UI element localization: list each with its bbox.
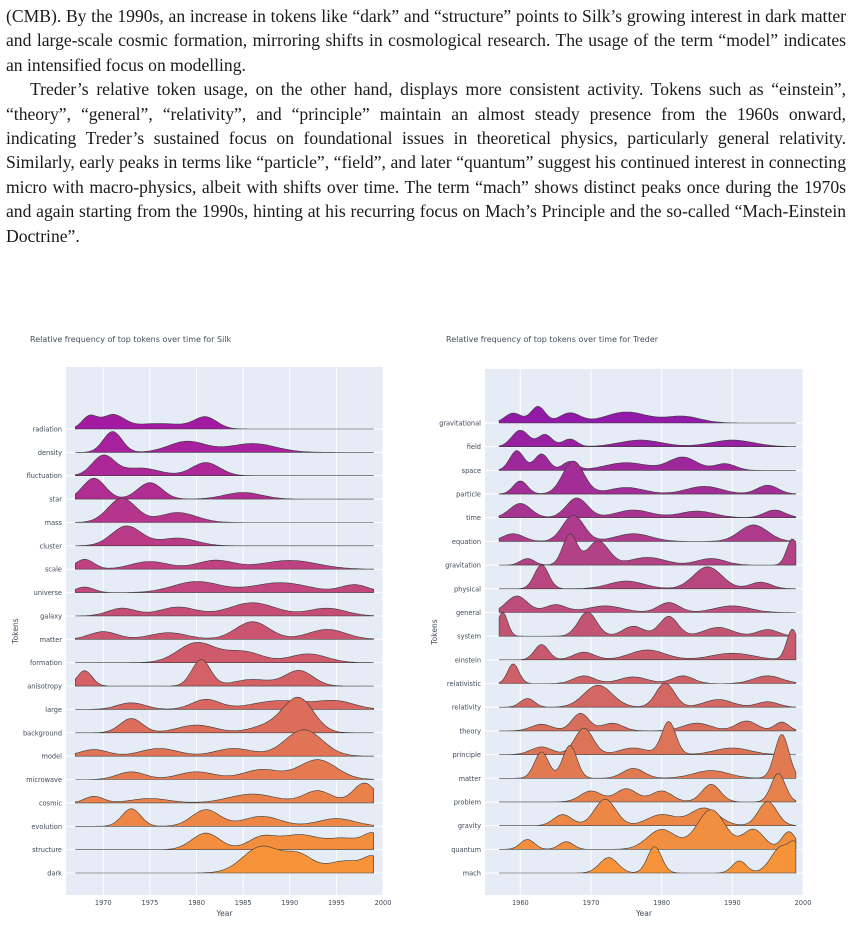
y-tick-label: star xyxy=(49,495,62,504)
y-tick-label: mass xyxy=(44,518,62,527)
y-tick-label: cosmic xyxy=(39,799,62,808)
y-tick-label: microwave xyxy=(26,776,62,785)
y-tick-label: density xyxy=(37,448,62,457)
paragraph-2: Treder’s relative token usage, on the other hand, displays more consistent activity. Tokens such as “einstein”, “theory”, “general”, “relativity”, and “principle” maintain an almost steady presence from the 1960s onward, indicating Treder’s sustained focus on foundational issues in theoretical physics, particularly general relativity. Similarly, early peaks in terms like “particle”, “field”, and later “quantum” suggest his continued interest in connecting micro with macro-physics, albeit with shifts over time. The term “mach” shows distinct peaks once during the 1970s and again starting from the 1990s, hinting at his recurring focus on Mach’s Principle and the so-called “Mach-Einstein Doctrine”. xyxy=(6,79,846,246)
x-tick-label: 1990 xyxy=(281,899,299,907)
y-tick-label: time xyxy=(466,514,481,523)
silk-ridgeline-chart xyxy=(0,345,430,929)
x-tick-label: 1995 xyxy=(327,899,345,907)
y-tick-label: relativistic xyxy=(446,680,481,689)
y-axis-title: Tokens xyxy=(11,618,20,644)
x-axis-title: Year xyxy=(636,909,652,918)
x-tick-label: 1980 xyxy=(188,899,205,907)
x-tick-label: 1970 xyxy=(582,899,600,907)
x-tick-label: 2000 xyxy=(374,899,392,907)
y-tick-label: matter xyxy=(39,635,62,644)
y-tick-label: fluctuation xyxy=(26,472,62,481)
y-tick-label: problem xyxy=(453,798,481,807)
y-tick-label: large xyxy=(45,705,62,714)
y-tick-label: einstein xyxy=(454,656,481,665)
y-tick-label: particle xyxy=(456,490,481,499)
x-tick-label: 1985 xyxy=(234,899,252,907)
x-axis-title: Year xyxy=(216,909,233,918)
y-tick-label: formation xyxy=(29,659,62,668)
y-tick-label: principle xyxy=(452,751,481,760)
y-tick-label: gravity xyxy=(457,822,481,831)
x-tick-label: 1980 xyxy=(653,899,671,907)
y-tick-label: field xyxy=(466,443,481,452)
y-tick-label: anisotropy xyxy=(27,682,62,691)
x-tick-label: 1970 xyxy=(94,899,112,907)
y-tick-label: structure xyxy=(32,846,62,855)
y-tick-label: matter xyxy=(458,774,481,783)
x-tick-label: 1960 xyxy=(511,899,529,907)
y-tick-label: background xyxy=(23,729,62,738)
y-tick-label: system xyxy=(457,632,481,641)
y-tick-label: mach xyxy=(462,869,481,878)
y-tick-label: quantum xyxy=(451,845,481,854)
body-text xyxy=(6,4,846,248)
x-tick-label: 2000 xyxy=(794,899,812,907)
x-tick-label: 1990 xyxy=(723,899,741,907)
y-tick-label: physical xyxy=(453,585,481,594)
y-tick-label: space xyxy=(461,466,481,475)
y-tick-label: equation xyxy=(451,537,481,546)
y-tick-label: dark xyxy=(47,869,62,878)
y-tick-label: gravitational xyxy=(439,419,481,428)
y-tick-label: theory xyxy=(459,727,481,736)
y-tick-label: radiation xyxy=(32,425,62,434)
silk-chart-title: Relative frequency of top tokens over time for Silk xyxy=(30,335,232,344)
paragraph-1: (CMB). By the 1990s, an increase in tokens like “dark” and “structure” points to Silk’s growing interest in dark matter and large-scale cosmic formation, mirroring shifts in cosmological research. The usage of the term “model” indicates an intensified focus on modelling. xyxy=(6,6,846,75)
treder-ridgeline-chart xyxy=(425,345,852,929)
y-tick-label: universe xyxy=(33,589,62,598)
y-tick-label: evolution xyxy=(31,822,62,831)
y-tick-label: gravitation xyxy=(445,561,481,570)
treder-chart-title: Relative frequency of top tokens over time for Treder xyxy=(446,335,659,344)
y-tick-label: general xyxy=(455,608,481,617)
y-axis-title: Tokens xyxy=(430,619,439,645)
y-tick-label: cluster xyxy=(39,542,62,551)
y-tick-label: model xyxy=(41,752,62,761)
y-tick-label: galaxy xyxy=(40,612,62,621)
y-tick-label: scale xyxy=(45,565,62,574)
y-tick-label: relativity xyxy=(451,703,481,712)
x-tick-label: 1975 xyxy=(141,899,159,907)
